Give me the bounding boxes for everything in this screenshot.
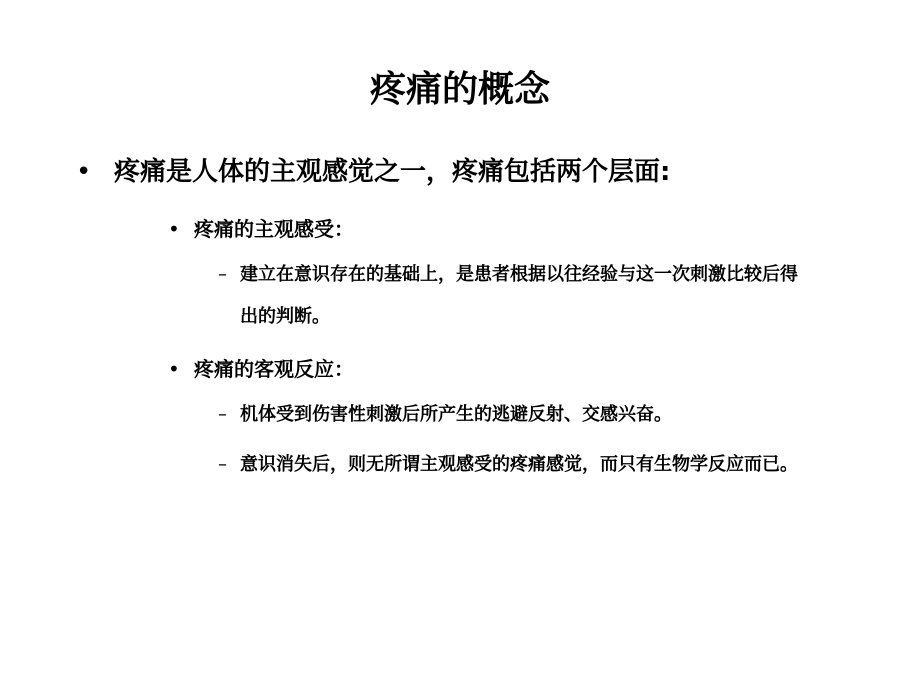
subjective-item bbox=[218, 254, 800, 338]
objective-item-text: 意识消失后，则无所谓主观感受的疼痛感觉，而只有生物学反应而已。 bbox=[240, 454, 798, 475]
bullet-dot-icon: • bbox=[168, 217, 180, 241]
subjective-heading-text: 疼痛的主观感受： bbox=[194, 217, 354, 241]
bullet-level1 bbox=[76, 152, 834, 192]
bullet-dash-icon: – bbox=[218, 404, 227, 425]
slide-title: 疼痛的概念 bbox=[369, 69, 550, 110]
bullet-subjective-heading bbox=[168, 213, 754, 245]
objective-item-text: 机体受到伤害性刺激后所产生的逃避反射、交感兴奋。 bbox=[240, 404, 672, 425]
subjective-item-text: 建立在意识存在的基础上，是患者根据以往经验与这一次刺激比较后得出的判断。 bbox=[240, 264, 798, 327]
bullet-dot-icon: • bbox=[76, 157, 92, 187]
bullet-dot-icon: • bbox=[168, 357, 180, 381]
bullet-dash-icon: – bbox=[218, 454, 227, 475]
bullet-level1-text: 疼痛是人体的主观感觉之一，疼痛包括两个层面: bbox=[114, 157, 671, 187]
objective-item bbox=[218, 394, 800, 436]
bullet-dash-icon: – bbox=[218, 264, 227, 285]
objective-heading-text: 疼痛的客观反应： bbox=[194, 357, 354, 381]
objective-item bbox=[218, 444, 800, 486]
bullet-objective-heading bbox=[168, 353, 754, 385]
